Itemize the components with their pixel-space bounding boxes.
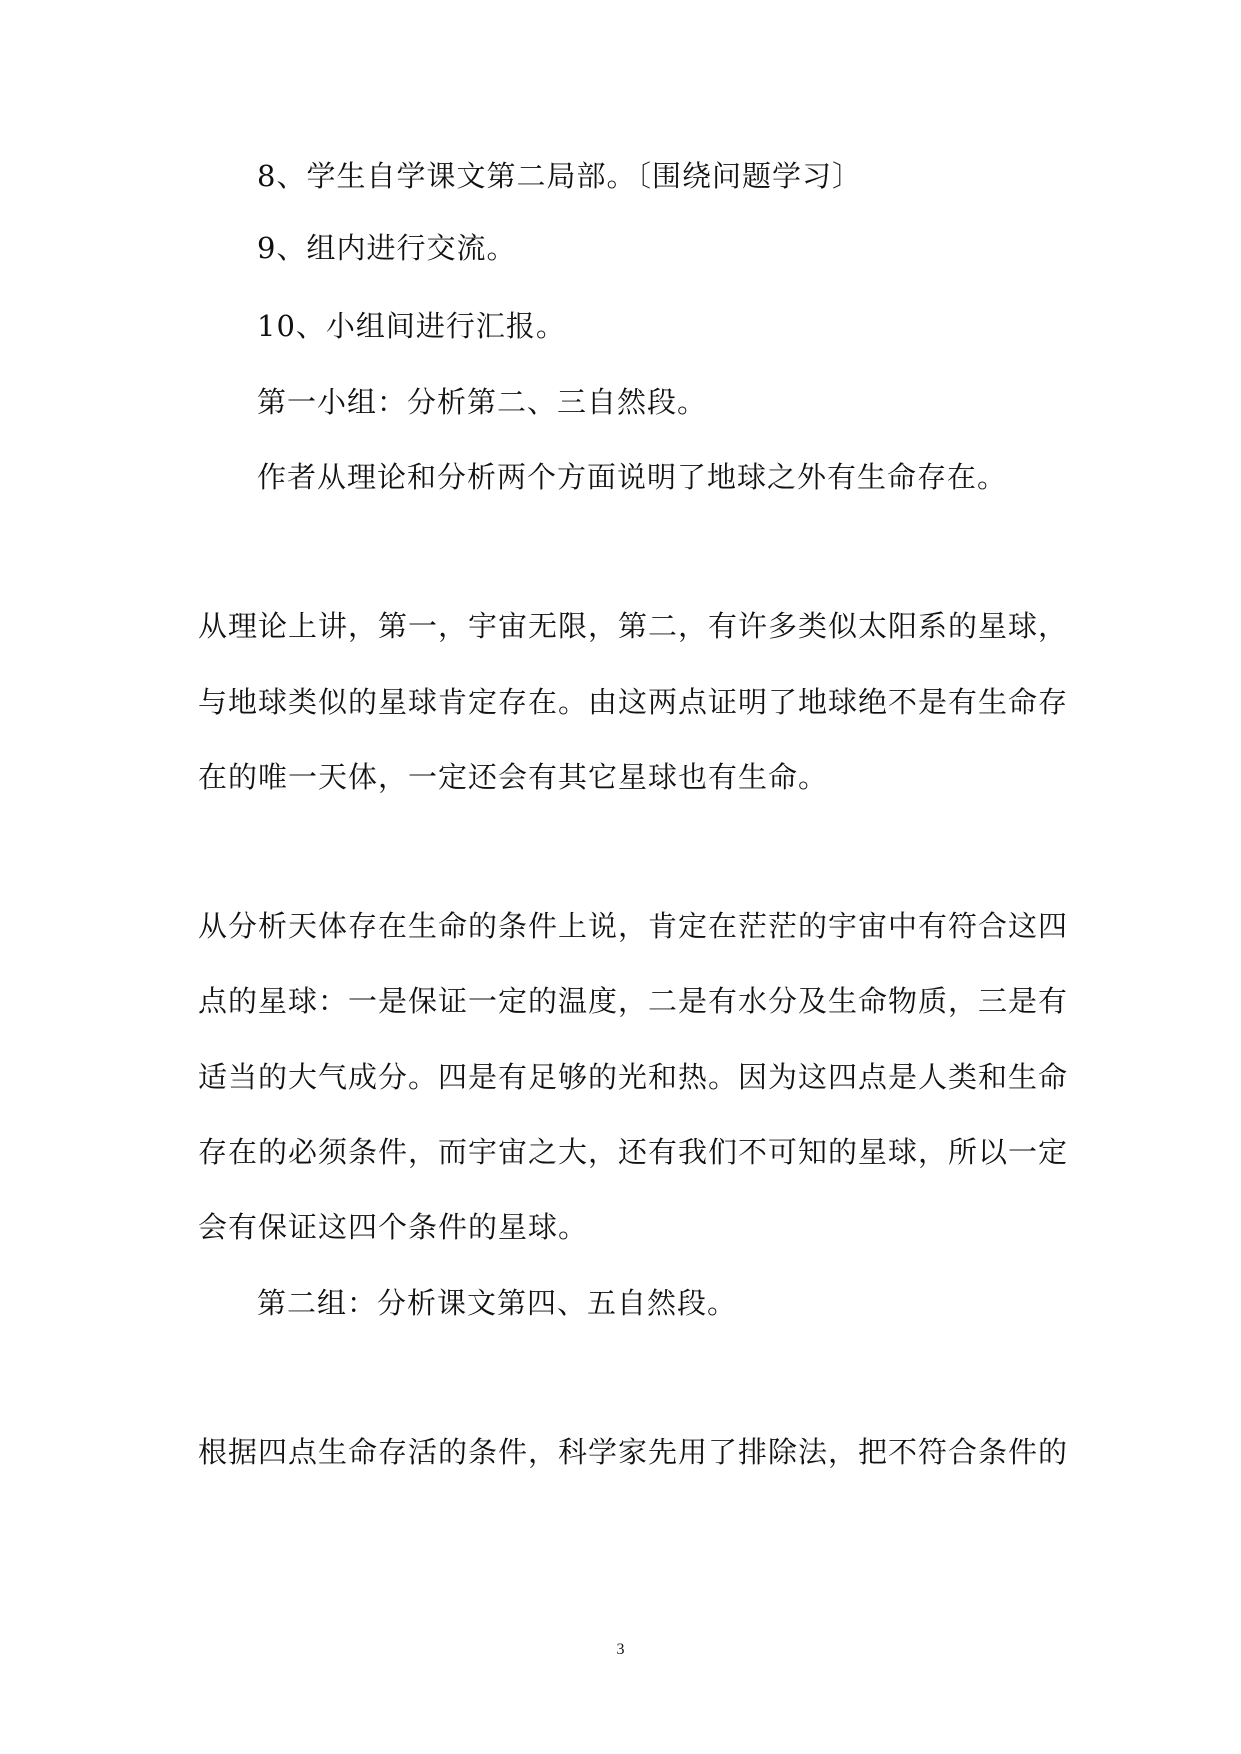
group-2-heading: 第二组：分析课文第四、五自然段。 bbox=[257, 1286, 738, 1320]
paragraph-line: 从分析天体存在生命的条件上说，肯定在茫茫的宇宙中有符合这四 bbox=[198, 909, 1069, 943]
item-9: 9、组内进行交流。 bbox=[257, 231, 517, 265]
paragraph-line: 与地球类似的星球肯定存在。由这两点证明了地球绝不是有生命存 bbox=[198, 685, 1069, 719]
paragraph-line: 适当的大气成分。四是有足够的光和热。因为这四点是人类和生命 bbox=[198, 1060, 1069, 1094]
paragraph-line: 从理论上讲，第一，宇宙无限，第二，有许多类似太阳系的星球， bbox=[198, 609, 1069, 643]
paragraph-line: 会有保证这四个条件的星球。 bbox=[198, 1210, 589, 1244]
paragraph-line: 根据四点生命存活的条件，科学家先用了排除法，把不符合条件的 bbox=[198, 1435, 1069, 1469]
page-number: 3 bbox=[616, 1641, 625, 1658]
group-1-heading: 第一小组：分析第二、三自然段。 bbox=[257, 385, 708, 419]
paragraph-line: 点的星球：一是保证一定的温度，二是有水分及生命物质，三是有 bbox=[198, 984, 1069, 1018]
author-statement: 作者从理论和分析两个方面说明了地球之外有生命存在。 bbox=[257, 460, 1008, 494]
item-8: 8、学生自学课文第二局部。〔围绕问题学习〕 bbox=[257, 159, 862, 193]
paragraph-line: 在的唯一天体，一定还会有其它星球也有生命。 bbox=[198, 760, 829, 794]
item-10: 10、小组间进行汇报。 bbox=[257, 309, 566, 343]
paragraph-line: 存在的必须条件，而宇宙之大，还有我们不可知的星球，所以一定 bbox=[198, 1135, 1069, 1169]
